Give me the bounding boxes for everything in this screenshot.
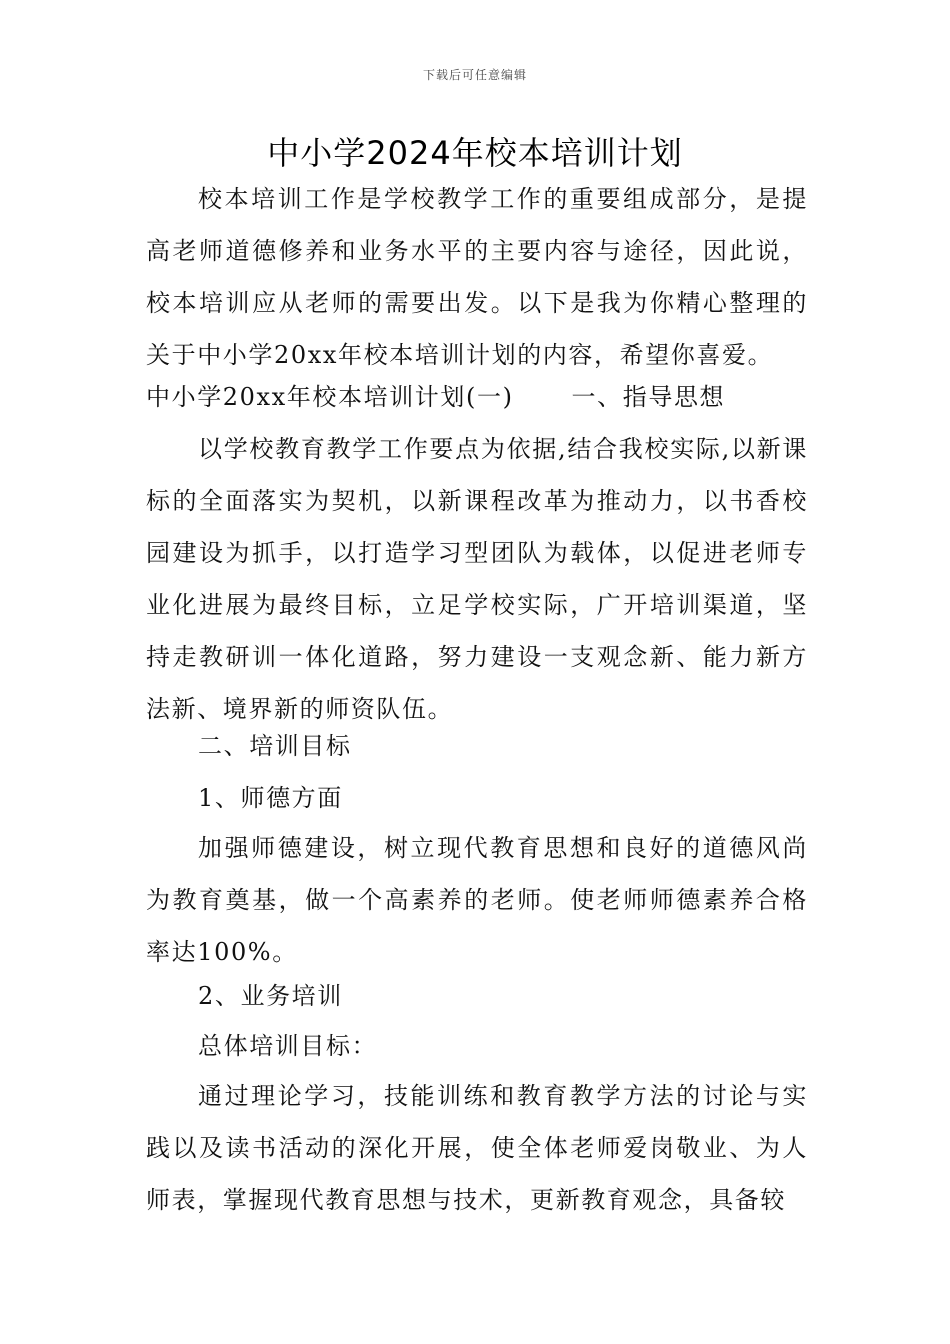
header-note: 下载后可任意编辑 bbox=[422, 68, 527, 82]
business-heading: 2、业务培训 bbox=[198, 982, 343, 1010]
guiding-paragraph: 以学校教育教学工作要点为依据,结合我校实际,以新课标的全面落实为契机，以新课程改革为推动力，以书香校园建设为抓手，以打造学习型团队为载体，以促进老师专业化进展为最终目标，立足学校实际，广开培训渠道，坚持走教研训一体化道路，努力建设一支观念新、能力新方法新、境界新的师资队伍。 bbox=[146, 435, 808, 723]
goals-heading: 二、培训目标 bbox=[198, 732, 352, 760]
page-title: 中小学2024年校本培训计划 bbox=[267, 134, 683, 172]
plan-heading: 中小学20xx年校本培训计划(一) bbox=[146, 383, 514, 411]
overall-paragraph: 通过理论学习，技能训练和教育教学方法的讨论与实践以及读书活动的深化开展，使全体老师爱岗敬业、为人师表，掌握现代教育思想与技术，更新教育观念，具备较 bbox=[146, 1082, 808, 1214]
section-line bbox=[146, 371, 808, 423]
ethics-paragraph: 加强师德建设，树立现代教育思想和良好的道德风尚为教育奠基，做一个高素养的老师。使老师师德素养合格率达100%。 bbox=[146, 834, 808, 966]
guiding-heading: 一、指导思想 bbox=[571, 383, 726, 411]
intro-paragraph: 校本培训工作是学校教学工作的重要组成部分，是提高老师道德修养和业务水平的主要内容与途径，因此说，校本培训应从老师的需要出发。以下是我为你精心整理的关于中小学20xx年校本培训计划的内容，希望你喜爱。 bbox=[146, 185, 808, 369]
ethics-heading: 1、师德方面 bbox=[198, 784, 343, 812]
overall-heading: 总体培训目标： bbox=[198, 1032, 378, 1060]
